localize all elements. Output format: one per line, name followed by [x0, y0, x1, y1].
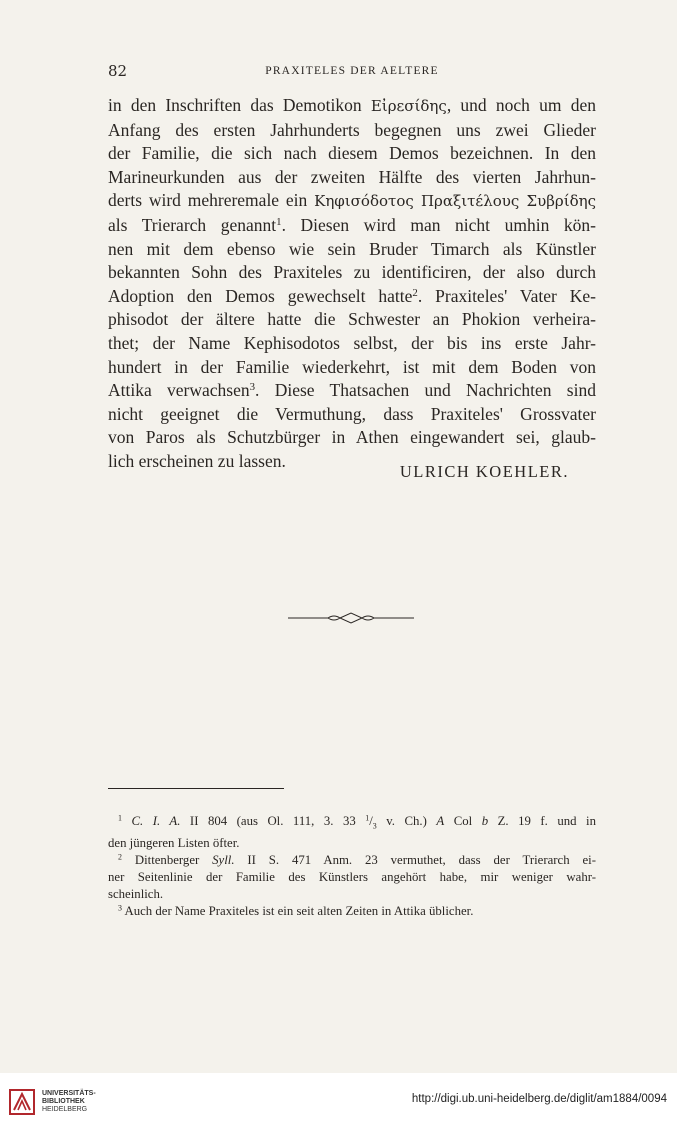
text-line: [108, 403, 596, 427]
library-name-line2: BIBLIOTHEK: [42, 1098, 85, 1105]
text-run: ner Seitenlinie der Familie des Künstlers angehört habe, mir weniger wahr-: [108, 869, 596, 884]
footnote-line: [108, 903, 596, 920]
footnotes: [108, 813, 596, 919]
text-run: derts wird mehreremale ein: [108, 190, 315, 211]
greek-text: Εἰρεσίδης: [370, 97, 447, 115]
text-run: phisodot der ältere hatte die Schwester an Phokion verheira-: [108, 309, 596, 330]
permalink-url[interactable]: http://digi.ub.uni-heidelberg.de/diglit/am1884/0094: [411, 1093, 667, 1105]
footnote-marker: 3: [249, 381, 256, 394]
text-run: Col: [444, 814, 482, 828]
text-line: [108, 332, 596, 356]
italic-text: b: [481, 814, 489, 828]
text-run: Dittenberger: [121, 853, 213, 868]
text-line: [108, 214, 596, 238]
text-run: Z. 19 f. und in: [488, 814, 596, 828]
text-line: [108, 426, 596, 450]
text-run: . Diesen wird man nicht umhin kön-: [281, 214, 596, 235]
text-run: . Diese Thatsachen und Nachrichten sind: [255, 380, 596, 401]
text-line: [108, 94, 596, 119]
text-run: von Paros als Schutzbürger in Athen eingewandert sei, glaub-: [108, 427, 596, 448]
university-library-logo-icon: [8, 1088, 36, 1116]
library-name-line1: UNIVERSITÄTS-: [42, 1090, 96, 1097]
footnote-rule: [108, 788, 284, 789]
footnote-line: [108, 835, 596, 852]
text-run: v. Ch.): [376, 814, 437, 828]
library-name: [42, 1090, 96, 1114]
footnote-line: [108, 869, 596, 886]
author-signature: ULRICH KOEHLER.: [399, 462, 569, 481]
text-run: /: [369, 814, 373, 828]
text-run: , und noch um den: [446, 95, 596, 115]
italic-text: C. I. A.: [131, 814, 181, 828]
page-header: [108, 62, 596, 86]
footnote-marker: 1: [276, 216, 282, 229]
footnote-line: [108, 813, 596, 835]
text-run: als Trierarch genannt: [108, 214, 277, 235]
text-line: [108, 119, 596, 143]
text-run: hundert in der Familie wiederkehrt, ist mit dem Boden von: [108, 356, 596, 377]
text-line: [108, 142, 596, 166]
fraction-denominator: 3: [372, 821, 377, 831]
viewer-footer: [0, 1073, 677, 1127]
text-run: scheinlich.: [108, 886, 164, 901]
text-line: [108, 285, 596, 309]
text-line: [108, 261, 596, 285]
italic-text: Syll.: [212, 853, 235, 868]
text-line: [108, 189, 596, 214]
text-run: Attika verwachsen: [108, 380, 250, 401]
text-line: [108, 238, 596, 262]
footnote-line: [108, 886, 596, 903]
ornament-divider-icon: [288, 611, 414, 625]
page-number: 82: [108, 62, 128, 80]
footnote: [108, 903, 596, 920]
text-run: II S. 471 Anm. 23 vermuthet, dass der Trierarch ei-: [234, 853, 596, 868]
footnote-marker: 2: [412, 286, 418, 299]
footnote-marker: 1: [118, 813, 122, 823]
text-run: bekannten Sohn des Praxiteles zu identificiren, der also durch: [108, 262, 596, 283]
library-name-line3: HEIDELBERG: [42, 1106, 88, 1113]
text-run: lich erscheinen zu lassen.: [108, 450, 286, 471]
text-run: in den Inschriften das Demotikon: [108, 95, 371, 115]
text-line: [108, 308, 596, 332]
text-run: Auch der Name Praxiteles ist ein seit alten Zeiten in Attika üblicher.: [121, 903, 474, 918]
footnote-line: [108, 852, 596, 869]
footnote-marker: 1: [365, 813, 370, 823]
italic-text: A: [436, 814, 445, 828]
text-run: . Praxiteles' Vater Ke-: [417, 285, 596, 306]
text-run: der Familie, die sich nach diesem Demos bezeichnen. In den: [108, 143, 596, 164]
text-line: [108, 379, 596, 403]
running-head: PRAXITELES DER AELTERE: [265, 65, 439, 77]
footnote-marker: 2: [118, 852, 122, 862]
text-run: thet; der Name Kephisodotos selbst, der bis ins erste Jahr-: [108, 332, 596, 353]
footnote-marker: 3: [118, 903, 122, 913]
text-run: den jüngeren Listen öfter.: [108, 836, 240, 851]
text-line: [108, 166, 596, 190]
text-run: nicht geeignet die Vermuthung, dass Praxiteles' Grossvater: [108, 403, 596, 424]
footnote: [108, 813, 596, 852]
main-text: [108, 94, 596, 474]
text-run: II 804 (aus Ol. 111, 3. 33: [180, 814, 366, 828]
greek-text: Κηφισόδοτος Πραξιτέλους Συβρίδης: [314, 192, 596, 211]
text-line: [108, 356, 596, 380]
text-run: Adoption den Demos gewechselt hatte: [108, 285, 413, 306]
text-run: Marineurkunden aus der zweiten Hälfte des vierten Jahrhun-: [108, 166, 596, 187]
text-run: Anfang des ersten Jahrhunderts begegnen uns zwei Glieder: [108, 119, 596, 140]
footnote: [108, 852, 596, 902]
text-run: nen mit dem ebenso wie sein Bruder Timarch als Künstler: [108, 238, 596, 259]
